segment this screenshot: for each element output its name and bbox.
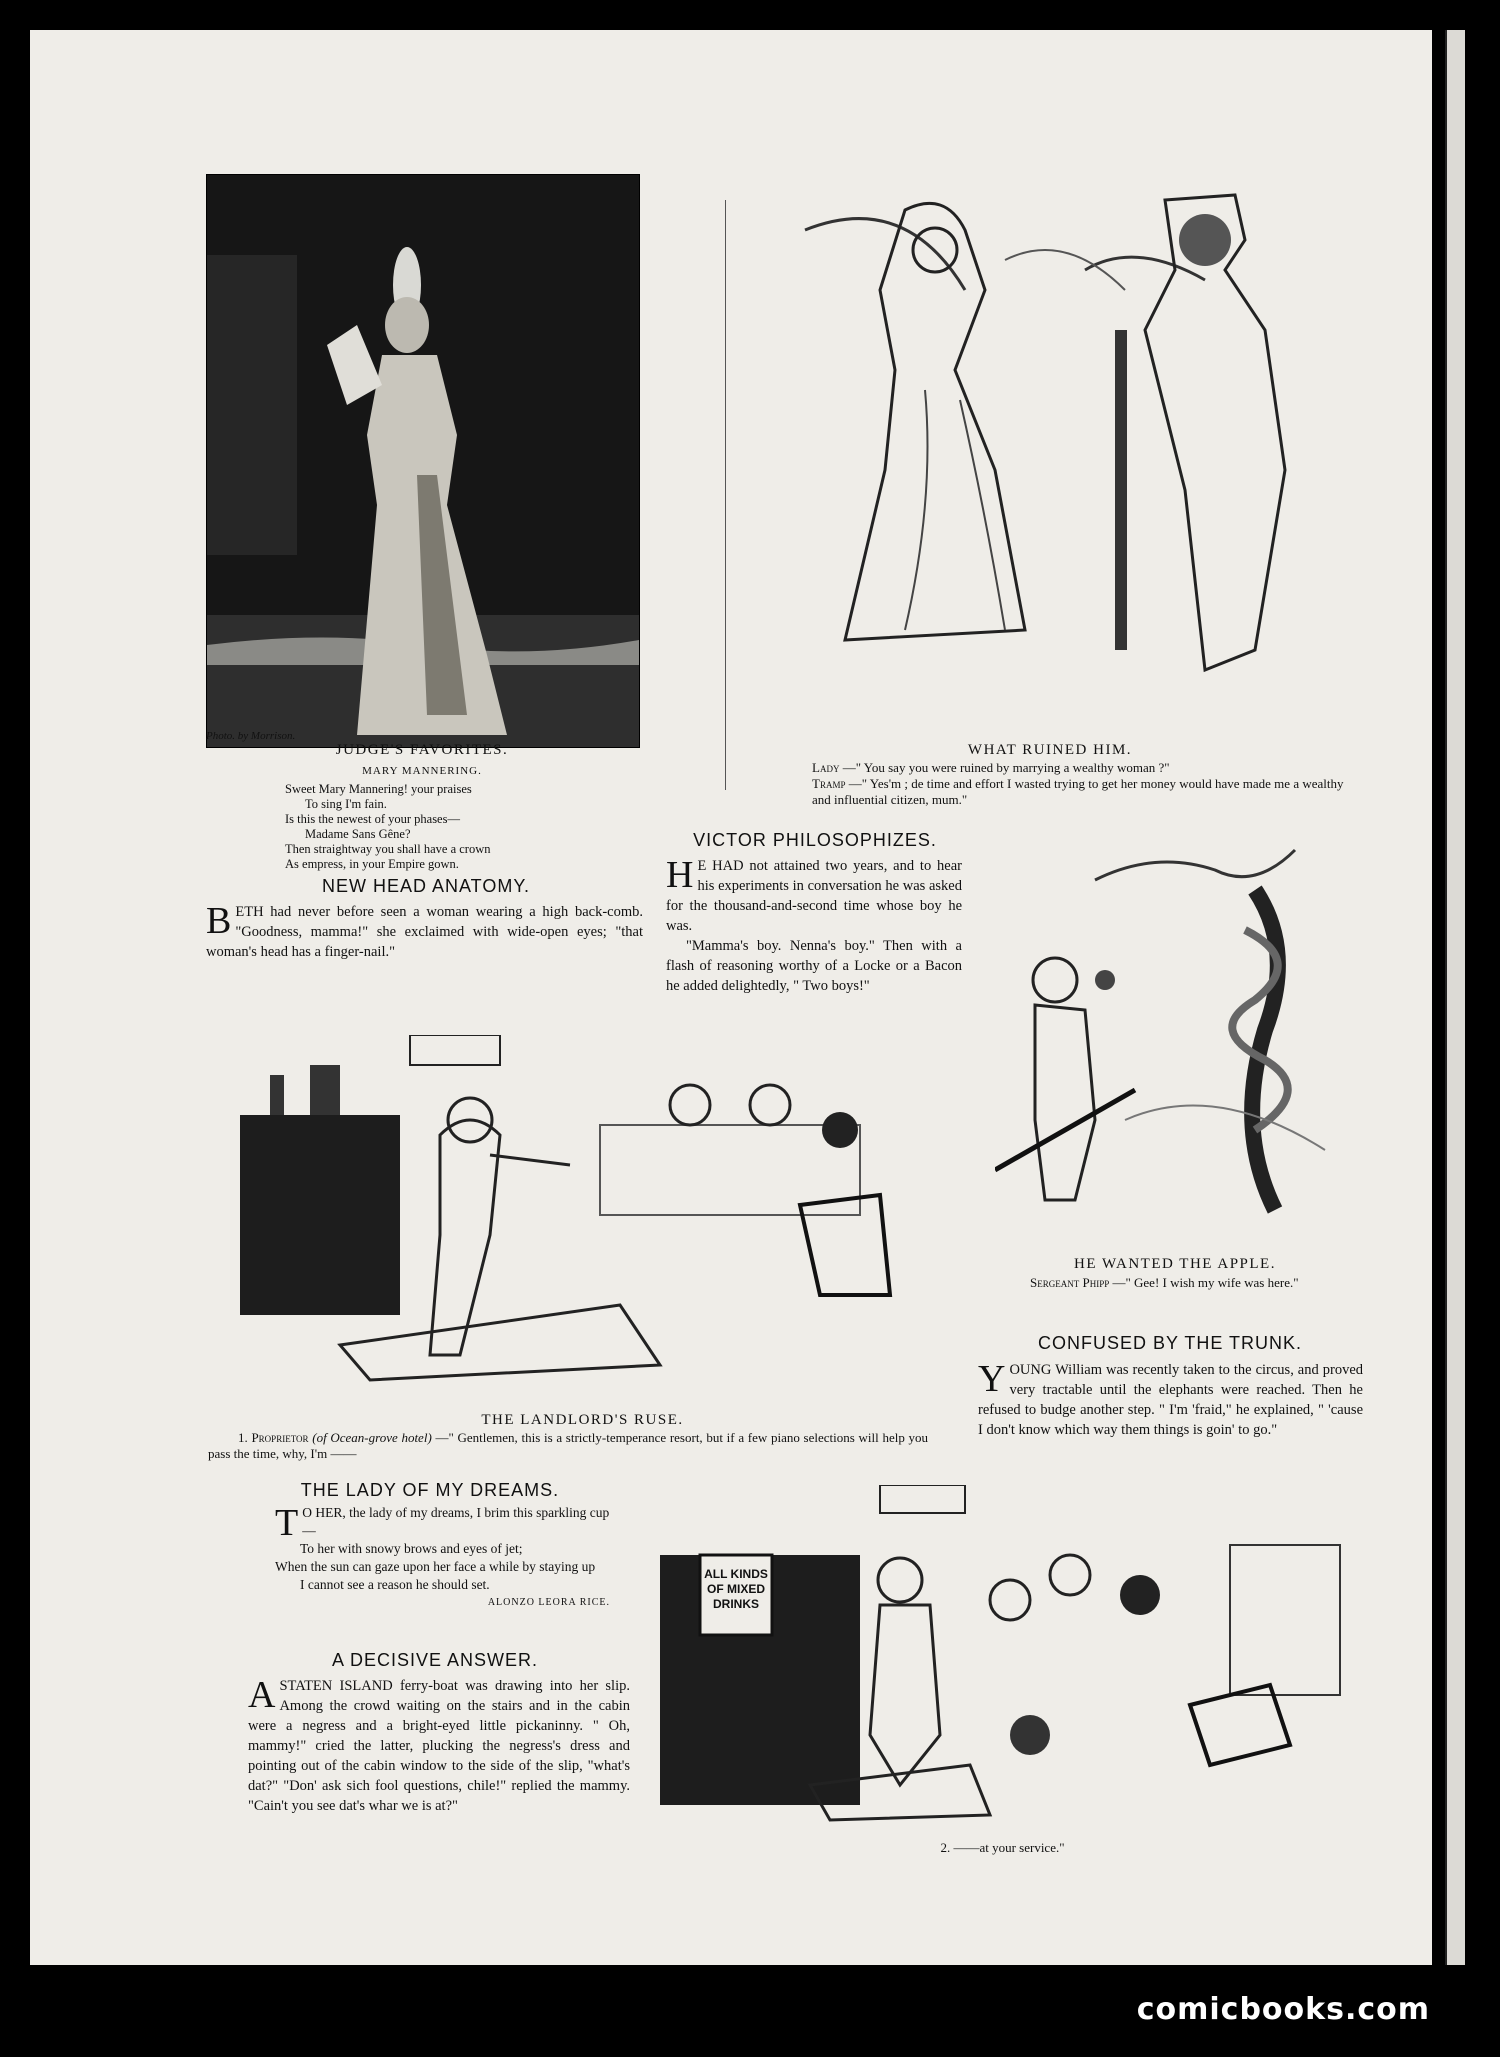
photo-title: JUDGE'S FAVORITES. [335,742,509,758]
victor-text-1: E HAD not attained two years, and to hear his experiments in conversation he was asked for the thousand-and-second time whose boy he was. [666,858,962,934]
head-anatomy-body [206,902,643,962]
trunk-title: CONFUSED BY THE TRUNK. [1037,1333,1303,1353]
victor-text-2: "Mamma's boy. Nenna's boy." Then with a flash of reasoning worthy of a Locke or a Bacon he added delightedly, " Two boys!" [666,938,962,994]
decisive-text: STATEN ISLAND ferry-boat was drawing into her slip. Among the crowd waiting on the stairs and in the cabin were a negress and a bright-eyed little pickaninny. " Oh, mammy!" cried the latter, plucking the negress's dress and pointing out of the cabin window to the side of the slip, "what's dat?" "Don' ask sich fool questions, chile!" replied the mammy. "Cain't you see dat's whar we is at?" [248,1678,630,1814]
photo-subject: MARY MANNERING. [362,765,482,777]
bar-service-illustration [650,1485,1355,1825]
landlord-caption [208,1430,928,1462]
lady-and-tramp-illustration [785,170,1345,715]
poem-line: Sweet Mary Mannering! your praises [285,782,472,796]
dreams-author: ALONZO LEORA RICE. [487,1597,610,1608]
mary-mannering-photo [206,174,640,748]
dreams-line: I cannot see a reason he should set. [300,1577,490,1592]
adjacent-page-edge [1445,30,1465,1965]
trunk-body [978,1360,1363,1440]
site-watermark: comicbooks.com [1136,1992,1430,2027]
trunk-text: OUNG William was recently taken to the circus, and proved very tractable until the elephants were reached. Then he refused to budge another step. " I'm 'fraid," he explained, " 'cause I don't know which way them things is goin' to go." [978,1362,1363,1438]
landlord-title: THE LANDLORD'S RUSE. [481,1412,684,1428]
landlord-text: —" Gentlemen, this is a strictly-temperance resort, but if a few piano selections will help you pass the time, why, I'm —— [208,1430,929,1461]
landlord-speaker: Proprietor [251,1430,309,1445]
dreams-first-line: O HER, the lady of my dreams, I brim this sparkling cup— [302,1505,610,1538]
column-divider [725,200,726,790]
decisive-title: A DECISIVE ANSWER. [331,1650,539,1670]
ruined-speaker-2: Tramp [812,776,846,791]
dropcap: H [666,854,694,896]
dreams-title: THE LADY OF MY DREAMS. [300,1480,560,1500]
apple-text: —" Gee! I wish my wife was here." [1112,1275,1299,1290]
apple-dialogue [1000,1275,1355,1291]
service-caption: 2. ——at your service." [940,1840,1065,1855]
mixed-drinks-sign: ALL KINDS OF MIXED DRINKS [704,1567,768,1611]
dreams-poem [275,1504,610,1612]
ruined-line-2: —" Yes'm ; de time and effort I wasted trying to get her money would have made me a wealthy and influential citizen, mum." [812,776,1344,807]
dreams-line: To her with snowy brows and eyes of jet; [300,1541,523,1556]
dreams-line: When the sun can gaze upon her face a while by staying up [275,1559,596,1574]
poem-line: To sing I'm fain. [305,797,387,811]
magazine-page [30,30,1432,1965]
head-anatomy-text: ETH had never before seen a woman wearing a high back-comb. "Goodness, mamma!" she exclaimed with wide-open eyes; "that woman's head has a finger-nail." [206,904,643,960]
dropcap: Y [978,1358,1006,1400]
landlord-piano-illustration [240,1035,925,1385]
apple-title: HE WANTED THE APPLE. [1074,1256,1276,1272]
poem-line: Then straightway you shall have a crown [285,842,491,856]
landlord-num: 1. [238,1430,248,1445]
ruined-speaker-1: Lady [812,760,840,775]
dropcap: B [206,900,232,942]
landlord-context: (of Ocean-grove hotel) [312,1430,432,1445]
decisive-body [248,1676,630,1816]
dropcap: T [275,1502,299,1544]
ruined-dialogue [772,760,1362,808]
victor-body [666,856,962,996]
head-anatomy-title: NEW HEAD ANATOMY. [321,876,531,896]
poem-line: As empress, in your Empire gown. [285,857,459,871]
photo-poem [285,782,615,872]
photo-credit: Photo. by Morrison. [206,730,296,742]
apple-speaker: Sergeant Phipp [1030,1275,1110,1290]
victor-title: VICTOR PHILOSOPHIZES. [693,830,937,850]
poem-line: Madame Sans Gêne? [305,827,411,841]
ruined-line-1: —" You say you were ruined by marrying a wealthy woman ?" [842,760,1170,775]
ruined-title: WHAT RUINED HIM. [967,742,1133,758]
dropcap: A [248,1674,276,1716]
soldier-and-snake-illustration [995,830,1355,1250]
poem-line: Is this the newest of your phases— [285,812,460,826]
